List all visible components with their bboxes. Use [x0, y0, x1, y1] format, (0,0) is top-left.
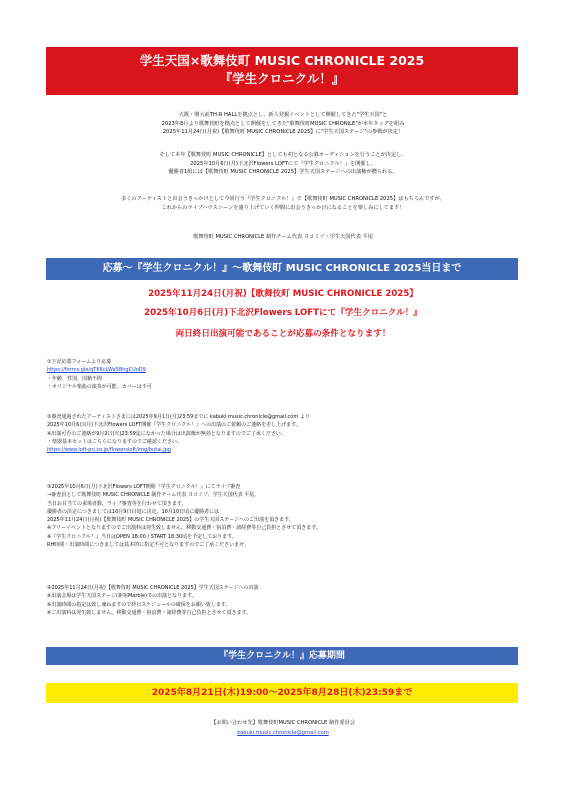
- application-period-dates: 2025年8月21日(木)19:00～2025年8月28日(木)23:59まで: [46, 683, 518, 703]
- step-3: [47, 483, 527, 549]
- condition-line: 両日終日出演可能であることが応募の条件となります！: [175, 329, 391, 339]
- step-line: ※出演時間の指定は致し兼ねますので終日スケジュールの確保をお願い致します。: [47, 601, 231, 608]
- step-line: ※出演可否のご連絡が9月2日(火)23:59迄になかった場合は出演権が無効となりますのでご了承ください。: [47, 430, 286, 437]
- step-line: 優勝者の決定につきましては10月9日目処に決定、10月10日頃に優勝者には: [47, 508, 220, 515]
- intro-line: 大阪・関大前TH-R HALLを拠点とし、新人発掘イベントとして開催してきた"学生天国"と: [178, 112, 388, 118]
- contact-line: 【お問い合わせ先】歌舞伎町MUSIC CHRONICLE 制作委員会: [211, 720, 355, 726]
- event-date-line: 2025年11月24日(月祝)【歌舞伎町 MUSIC CHRONICLE 2025】: [148, 289, 418, 299]
- step-line: ※ご出演料は発生致しません。移動交通費・宿泊費・諸経費等自己負担とさせて頂きます。: [47, 609, 252, 616]
- intro-line: 2025年11月24日(月祝)【歌舞伎町 MUSIC CHRONICLE 2025】に"学生天国ステージ"の参戦が決定！: [162, 129, 404, 136]
- application-period-banner: 『学生クロニクル！』応募期間: [46, 647, 518, 665]
- step-line: ※フリーイベントとなりますのでご出演料は発生致しません。移動交通費・宿泊費・諸経費等自己負担とさせて頂きます。: [47, 525, 321, 532]
- step-line: ※『学生クロニクル！』当日はOPEN 18:00 / START 18:30頃を予定しております。: [47, 533, 237, 540]
- step-1: [47, 358, 527, 391]
- equipment-link[interactable]: https://www.loft-prj.co.jp/flowersloft/img/butai.jpg: [47, 447, 171, 454]
- step-line: →審査員として歌舞伎町 MUSIC CHRONICLE 制作チーム代表 ヨコミゾ、学生天国代表 平尾、: [47, 492, 260, 499]
- step-line: RH時間・出演時間につきましては基本的に指定不可となりますのでご了承くださいませ。: [47, 542, 249, 549]
- step-line: ④2025年11月24日(月祝)【歌舞伎町 MUSIC CHRONICLE 2025】学生天国ステージへの出演: [47, 585, 259, 591]
- intro-line: 2023年8月より歌舞伎町を拠点として開催をしてきた"歌舞伎町MUSIC CHRONILE"が本年タッグを組み: [161, 120, 405, 127]
- step-4: [47, 584, 527, 617]
- step-note: ・年齢、性別、国籍不問: [47, 375, 103, 382]
- step-line: 2025年11月24日(月祝)【歌舞伎町 MUSIC CHRONICLE 2025】の学生天国ステージへのご出演を頂きます。: [47, 517, 294, 524]
- intro-line: そして本年【歌舞伎町 MUSIC CHRONICLE】としても初となる公募オーディションを行うことが決定し、: [159, 152, 407, 158]
- intro-paragraph-3: [30, 195, 536, 212]
- step-2: [47, 413, 527, 454]
- intro-line: 2025年10月6日(月)下北沢Flowers LOFTにて『学生クロニクル！』を開催し、: [190, 160, 376, 167]
- contact-email-link[interactable]: kabuki.music.chronicle@gmail.com: [237, 730, 329, 736]
- header-subtitle: 『学生クロニクル！』: [219, 71, 345, 86]
- header-title: 学生天国×歌舞伎町 MUSIC CHRONICLE 2025: [139, 53, 425, 68]
- intro-paragraph-1: [30, 111, 536, 137]
- header-banner: [46, 47, 518, 95]
- intro-line: これからのライブハウスシーンを盛り上げていく仲間に出会うきっかけになることを楽しみにしてます！: [161, 204, 405, 211]
- step-line: 2025年10月6日(月)下北沢Flowers LOFT開催『学生クロニクル！』への出演のご依頼のご連絡を差し上げます。: [47, 422, 301, 429]
- step-note: ・オリジナル楽曲の演奏が可能、カバーは不可: [47, 383, 152, 390]
- intro-line: 多くのアーティストと出会うきっかけとして今回行う『学生クロニクル！』で【歌舞伎町 MUSIC CHRONICLE 2025】はもちろんですが、: [121, 196, 445, 202]
- step-line: ②審査通過されたアーティストさまには2025年9月1日(月)23:59までに kabuki.music.chronicle@gmail.com より: [47, 414, 310, 420]
- step-line: ③2025年10月6日(月)下北沢Flowers LOFT開催『学生クロニクル！』にてライブ審査: [47, 484, 241, 490]
- step-line: ※出演会場は学生天国ステージ(新宿Marble)での出演となります。: [47, 593, 197, 600]
- step-line: ・楽器基本セットはこちらになりますのでご確認ください。: [47, 438, 183, 445]
- audition-date-line: 2025年10月6日(月)下北沢Flowers LOFTにて『学生クロニクル！』: [144, 308, 422, 318]
- step-line: 当日お目当ての来場者数、ライブ審査等を行わせて頂きます。: [47, 500, 187, 507]
- section-banner: 応募～『学生クロニクル！』～歌舞伎町 MUSIC CHRONICLE 2025当日まで: [46, 258, 518, 280]
- signature: 歌舞伎町 MUSIC CHRONICLE 制作チーム代表 ヨコミゾ・学生天国代表 平尾: [193, 234, 373, 240]
- step-title: ①下記応募フォームより応募: [47, 359, 112, 365]
- intro-paragraph-2: [30, 151, 536, 177]
- application-form-link[interactable]: https://forms.gle/qTKKcLWa5BhgCUoD9: [47, 367, 146, 374]
- intro-line: 優勝者1組には【歌舞伎町 MUSIC CHRONICLE 2025】学生天国ステージへの出演権が贈られる。: [168, 169, 398, 176]
